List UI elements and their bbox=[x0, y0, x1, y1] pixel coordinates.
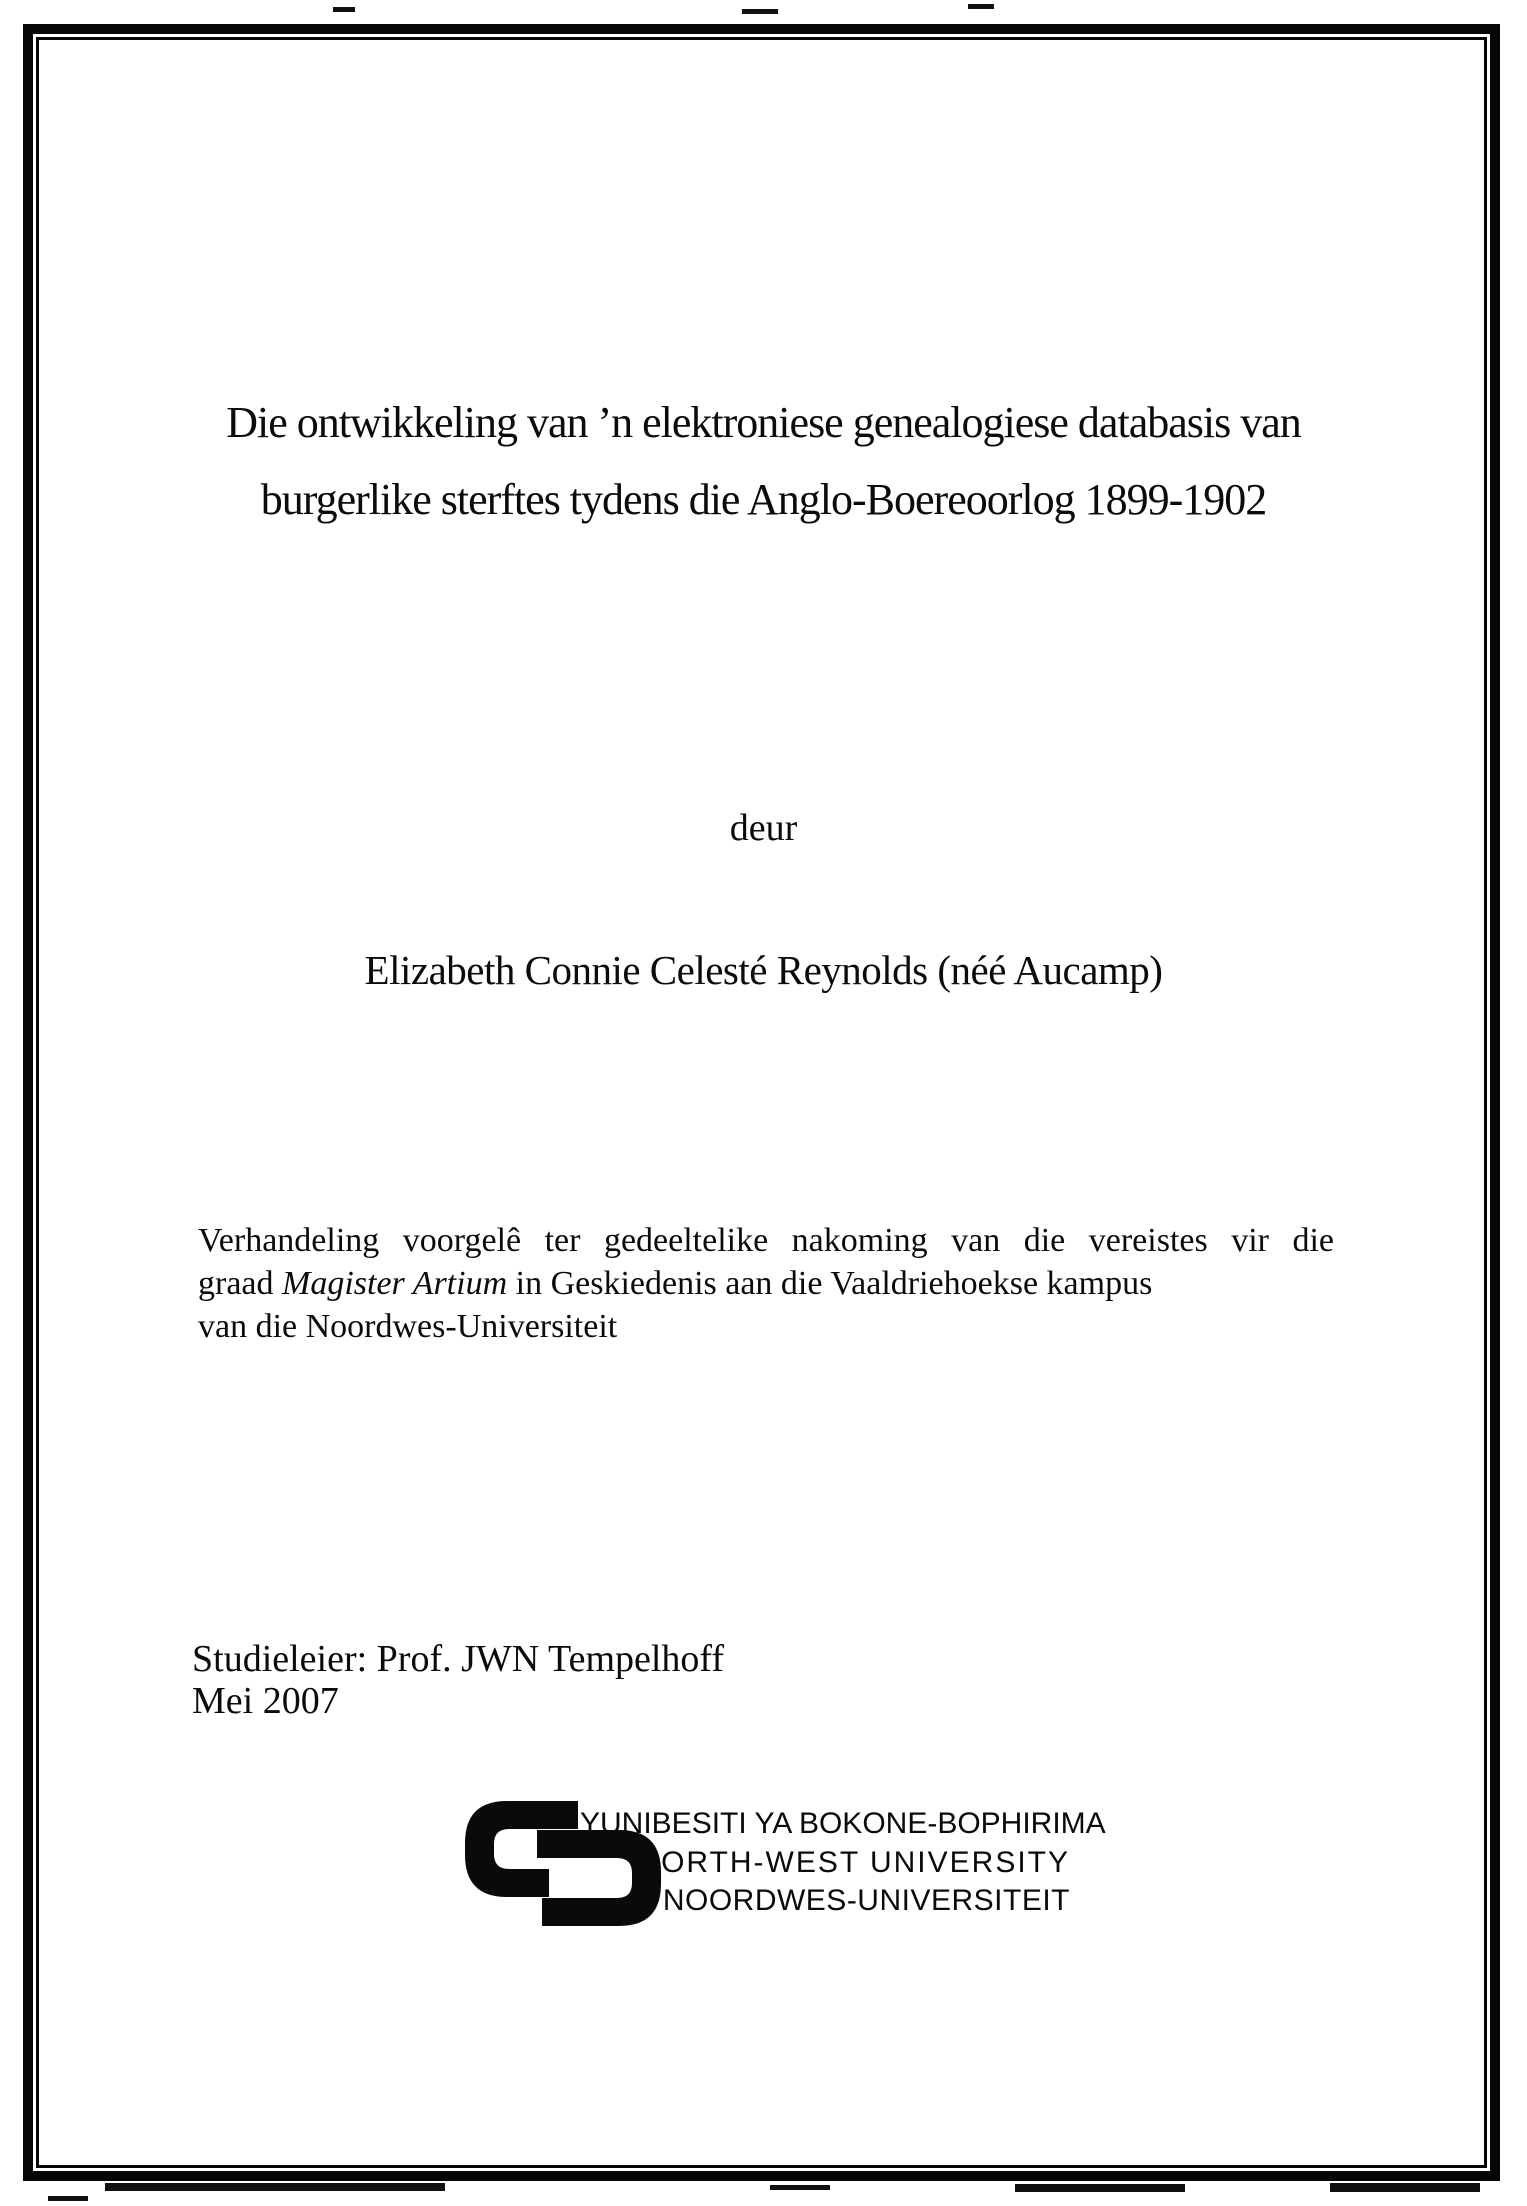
degree-statement-line1: Verhandeling voorgelê ter gedeeltelike nakoming van die vereistes vir die bbox=[198, 1222, 1334, 1259]
logo-line-setswana: YUNIBESITI YA BOKONE-BOPHIRIMA bbox=[580, 1807, 1106, 1840]
degree-statement-line3: van die Noordwes-Universiteit bbox=[198, 1308, 618, 1345]
scan-artifact bbox=[968, 4, 994, 9]
degree-statement-line2-suffix: in Geskiedenis aan die Vaaldriehoekse kampus bbox=[507, 1265, 1153, 1302]
degree-statement bbox=[198, 1219, 1334, 1348]
logo-line-afrikaans: NOORDWES-UNIVERSITEIT bbox=[662, 1884, 1070, 1917]
scan-artifact bbox=[105, 2183, 445, 2191]
thesis-title-line1: Die ontwikkeling van ’n elektroniese genealogiese databasis van bbox=[226, 398, 1301, 447]
university-logo-text bbox=[580, 1805, 1106, 1921]
thesis-title-line2: burgerlike sterftes tydens die Anglo-Boereoorlog 1899-1902 bbox=[260, 475, 1267, 524]
scan-artifact bbox=[742, 9, 778, 14]
degree-name-italic: Magister Artium bbox=[282, 1265, 508, 1302]
author-name: Elizabeth Connie Celesté Reynolds (néé Aucamp) bbox=[364, 947, 1163, 993]
scan-artifact bbox=[770, 2185, 830, 2190]
degree-statement-line2-prefix: graad bbox=[198, 1265, 283, 1302]
thesis-title bbox=[0, 384, 1527, 538]
logo-line-english: NORTH-WEST UNIVERSITY bbox=[637, 1845, 1070, 1879]
scan-artifact bbox=[1015, 2184, 1185, 2192]
scan-artifact bbox=[1330, 2183, 1480, 2192]
byline-deur: deur bbox=[729, 807, 798, 849]
supervisor-block bbox=[192, 1638, 724, 1722]
scan-artifact bbox=[48, 2196, 88, 2201]
scan-artifact bbox=[333, 7, 355, 12]
degree-statement-line2 bbox=[198, 1262, 1334, 1305]
supervisor-line: Studieleier: Prof. JWN Tempelhoff bbox=[192, 1638, 725, 1680]
date-line: Mei 2007 bbox=[192, 1680, 339, 1722]
